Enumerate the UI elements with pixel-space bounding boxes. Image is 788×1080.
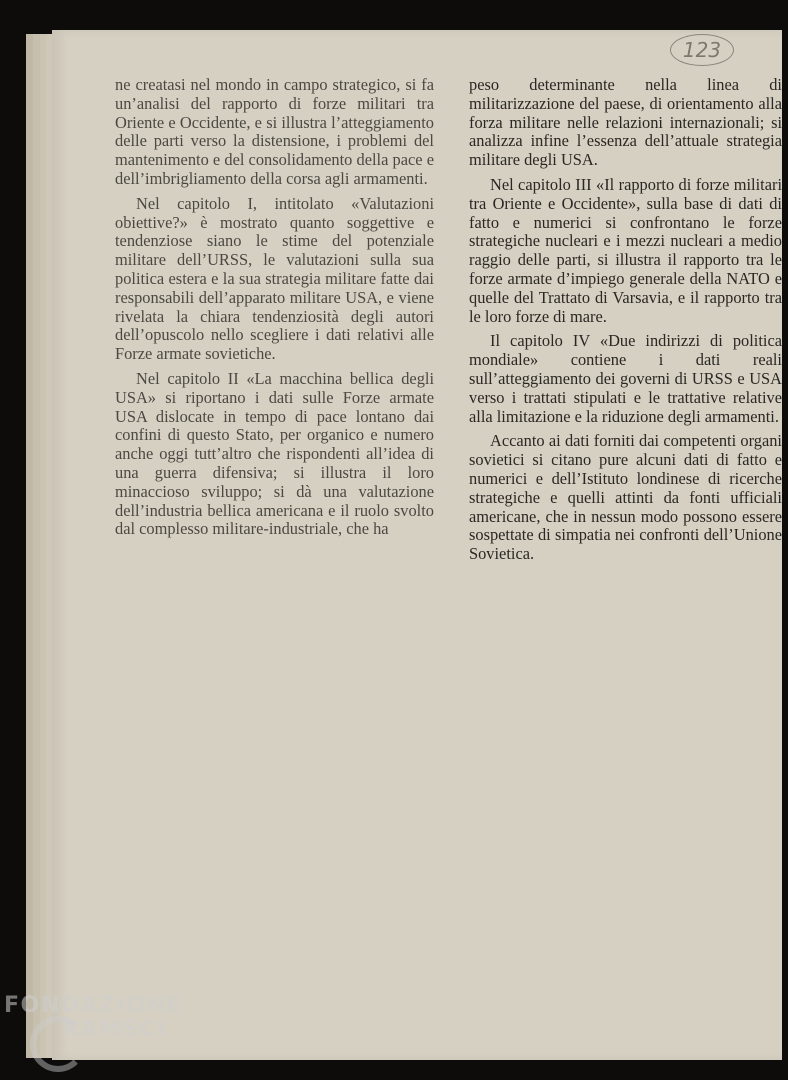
- left-column: [115, 76, 434, 539]
- paragraph: Accanto ai dati forniti dai competenti organi sovietici si citano pure alcuni dati di fatto e numerici e dell’Istituto londinese di ricerche strategiche e quelli attinti da fonti ufficiali americane, che in nessun modo possono essere sospettate di simpatia nei confronti dell’Unione Sovietica.: [469, 431, 782, 564]
- paragraph: Nel capitolo II «La macchina bellica degli USA» si riportano i dati sulle Forze armate USA dislocate in tempo di pace lontano dai confini di questo Stato, per organico e numero anche oggi tutt’altro che rispondenti all’idea di una guerra difensiva; si illustra il loro minaccioso sviluppo; si dà una valutazione dell’industria bellica americana e il ruolo svolto dal complesso militare-industriale, che ha: [115, 368, 434, 539]
- handwritten-page-number: 123: [670, 34, 734, 66]
- paragraph: Il capitolo IV «Due indirizzi di politica mondiale» contiene i dati reali sull’atteggiamento dei governi di URSS e USA verso i trattati stipulati e le trattative relative alla limitazione e la riduzione degli armamenti.: [469, 331, 782, 426]
- watermark-line-1: FONDAZIONE: [4, 993, 183, 1018]
- paragraph: ne creatasi nel mondo in campo strategico, si fa un’analisi del rapporto di forze militari tra Oriente e Occidente, e si illustra l’atteggiamento delle parti verso la distensione, i problemi del mantenimento e del consolidamento della pace e dell’imbrigliamento della corsa agli armamenti.: [115, 75, 434, 188]
- archive-watermark: [4, 994, 183, 1042]
- right-column: [469, 76, 782, 564]
- paragraph: Nel capitolo I, intitolato «Valutazioni obiettive?» è mostrato quanto soggettive e tendenziose siano le stime del potenziale militare dell’URSS, le valutazioni sulla sua politica estera e la sua strategia militare fatte dai responsabili dell’apparato militare USA, e viene rivelata la chiara tendenziosità degli autori dell’opuscolo nello scegliere i dati relativi alle Forze armate sovietiche.: [115, 193, 434, 364]
- paragraph: Nel capitolo III «Il rapporto di forze militari tra Oriente e Occidente», sulla base di dati di fatto e numerici si confrontano le forze strategiche nucleari e i mezzi nucleari a medio raggio delle parti, si illustra il rapporto tra le forze armate d’impiego generale della NATO e quelle del Trattato di Varsavia, e il rapporto tra le loro forze di mare.: [469, 174, 782, 326]
- paragraph: peso determinante nella linea di militarizzazione del paese, di orientamento alla forza militare nelle relazioni internazionali; si analizza infine l’essenza dell’attuale strategia militare degli USA.: [469, 75, 782, 170]
- watermark-line-2: RAMSCI: [62, 1017, 168, 1042]
